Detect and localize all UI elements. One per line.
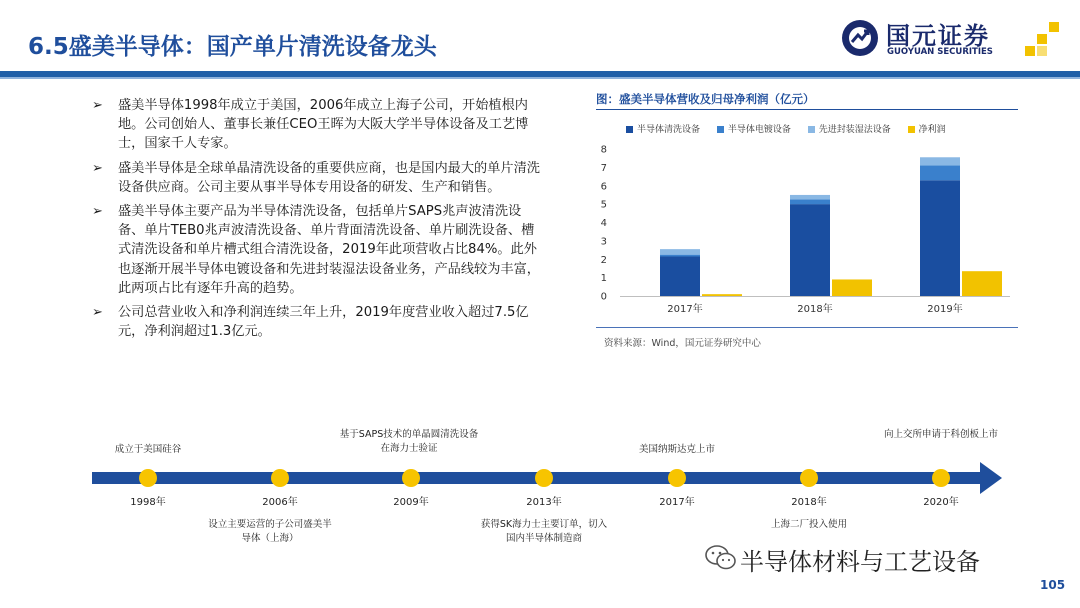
wechat-icon [705,544,737,572]
watermark: 半导体材料与工艺设备 [740,548,980,576]
timeline-event-above: 成立于美国硅谷 [114,444,182,455]
bullet-item [92,96,542,154]
logo-emblem-icon [840,18,880,58]
chart-legend [626,122,960,135]
logo-square [1037,46,1047,56]
timeline-year: 2013年 [526,497,562,508]
y-tick-label: 0 [600,291,607,303]
bullet-item [92,202,542,298]
y-tick-label: 2 [600,254,607,266]
timeline-event-above: 向上交所申请于科创板上市 [883,429,999,440]
bullet-arrow-icon: ➢ [92,204,103,220]
legend-swatch [717,126,724,133]
bullet-text: 公司总营业收入和净利润连续三年上升，2019年度营业收入超过7.5亿元，净利润超过1.3亿元。 [118,305,529,340]
timeline-event-above: 美国纳斯达克上市 [638,444,716,455]
legend-swatch [908,126,915,133]
logo-square [1049,22,1059,32]
y-tick-label: 5 [600,199,607,211]
bar-packaging [920,157,960,165]
chart-source: 资料来源：Wind，国元证券研究中心 [604,338,761,349]
bar-plating [920,166,960,181]
bullet-text: 盛美半导体主要产品为半导体清洗设备，包括单片SAPS兆声波清洗设备、单片TEB0兆声波清洗设备、单片背面清洗设备、单片刷洗设备、槽式清洗设备和单片槽式组合清洗设备，2019年此项营收占比84%。此外也逐渐开展半导体电镀设备和先进封装湿法设备业务，产品线较为丰富，此两项占比有逐年升高的趋势。 [118,204,540,296]
legend-label: 先进封装湿法设备 [818,125,891,135]
timeline-dot [271,469,289,487]
bar-cleaning [660,256,700,296]
timeline-year: 2009年 [393,497,429,508]
x-tick-label: 2019年 [927,304,963,315]
bullet-arrow-icon: ➢ [92,98,103,113]
legend-item [626,122,700,135]
timeline-dot [535,469,553,487]
bar-packaging [660,249,700,255]
y-tick-label: 8 [600,144,607,156]
y-tick-label: 6 [600,181,607,193]
y-tick-label: 4 [600,218,607,229]
legend-label: 半导体电镀设备 [727,125,791,135]
page-title: 6.5盛美半导体：国产单片清洗设备龙头 [28,34,437,60]
legend-item [808,122,891,135]
legend-label: 半导体清洗设备 [637,125,701,135]
header-divider-light [0,77,1080,79]
company-logo [840,14,1060,64]
legend-swatch [626,126,633,133]
bullet-list [92,96,542,346]
legend-swatch [808,126,815,133]
logo-square [1037,34,1047,44]
bullet-item [92,159,542,197]
bar-plating [790,200,830,205]
page-number: 105 [1040,578,1066,592]
y-tick-label: 1 [600,273,607,285]
timeline-year: 1998年 [130,497,166,508]
bar-net-profit [702,294,742,296]
timeline-year: 2017年 [659,497,695,508]
bullet-text: 盛美半导体1998年成立于美国，2006年成立上海子公司，开始植根内地。公司创始人、董事长兼任CEO王晖为大阪大学半导体设备及工艺博士，国家千人专家。 [118,98,529,152]
bar-packaging [790,195,830,200]
legend-item [908,122,946,135]
chart-title: 图：盛美半导体营收及归母净利润（亿元） [596,91,1018,110]
legend-label: 净利润 [918,125,946,135]
bullet-arrow-icon: ➢ [92,305,103,321]
timeline-year: 2020年 [923,497,959,508]
timeline-event-below: 上海二厂投入使用 [770,519,848,530]
bar-cleaning [920,180,960,296]
logo-text-en: GUOYUAN SECURITIES [887,47,993,57]
x-tick-label: 2018年 [797,304,833,315]
bullet-item [92,303,542,341]
x-tick-label: 2017年 [667,304,703,315]
timeline-year: 2018年 [791,497,827,508]
timeline-year: 2006年 [262,497,298,508]
bar-net-profit [832,279,872,296]
chart-bottom-divider [596,327,1018,328]
timeline-event-above: 基于SAPS技术的单晶圆清洗设备 在海力士验证 [339,429,479,454]
bar-plating [660,255,700,257]
legend-item [717,122,791,135]
timeline-dot [139,469,157,487]
bullet-text: 盛美半导体是全球单晶清洗设备的重要供应商，也是国内最大的单片清洗设备供应商。公司主要从事半导体专用设备的研发、生产和销售。 [118,160,540,195]
y-tick-label: 7 [600,162,607,174]
logo-text-cn: 国元证券 [886,22,990,50]
y-tick-label: 3 [600,236,607,248]
bar-cleaning [790,204,830,296]
timeline-dot [932,469,950,487]
logo-square [1025,46,1035,56]
timeline-dot [402,469,420,487]
timeline-event-below: 获得SK海力士主要订单，切入 国内半导体制造商 [480,519,608,544]
timeline-dot [800,469,818,487]
bullet-arrow-icon: ➢ [92,160,103,176]
revenue-profit-chart [590,140,1020,325]
timeline-dot [668,469,686,487]
bar-net-profit [962,271,1002,296]
timeline-event-below: 设立主要运营的子公司盛美半 导体（上海） [208,519,332,544]
